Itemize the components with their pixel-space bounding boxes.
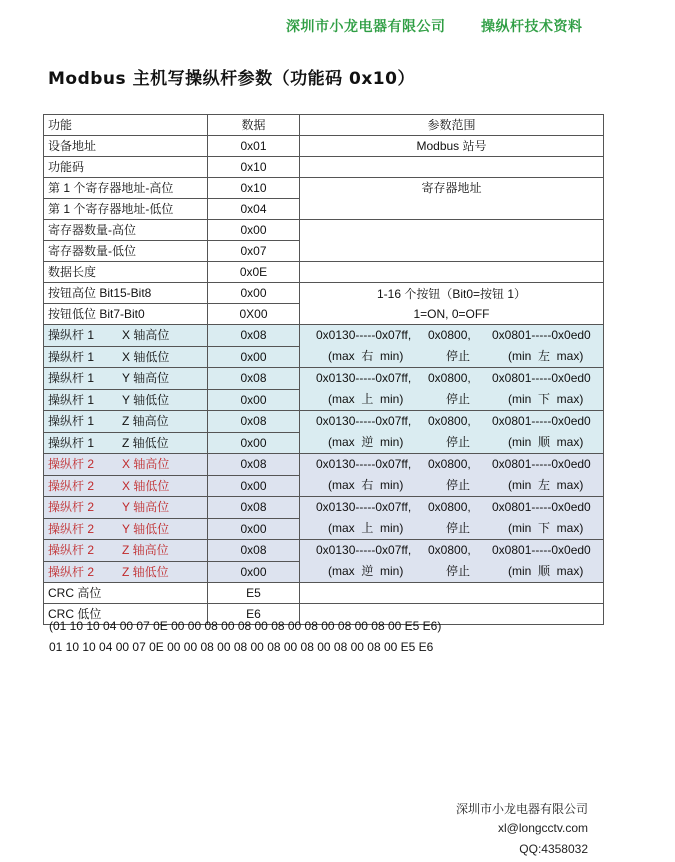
range-axis-y [300,497,604,540]
range-register-addr: 寄存器地址 [300,178,604,220]
joystick-name: 操纵杆 2 [48,521,95,536]
table-row [44,325,604,347]
row-func [44,561,208,583]
row-func [44,346,208,368]
axis-name: X 轴低位 [122,349,170,364]
row-func [44,432,208,454]
range-mid: 0x0800, [428,414,471,428]
range-empty [300,583,604,604]
dir-pos: (min 左 max) [508,349,584,363]
dir-stop: 停止 [446,349,471,363]
range-axis-z [300,411,604,454]
range-max: 0x0801-----0x0ed0 [492,328,591,342]
dir-neg: (max 逆 min) [328,564,404,578]
row-data: 0X00 [208,304,300,325]
joystick-name: 操纵杆 2 [48,543,95,558]
range-mid: 0x0800, [428,371,471,385]
hex-frame-bracketed: (01 10 10 04 00 07 0E 00 00 08 00 08 00 08 00 08 00 08 00 08 00 E5 E6) [49,619,442,633]
range-axis-x [300,325,604,368]
range-mid: 0x0800, [428,457,471,471]
axis-name: Z 轴高位 [122,414,169,429]
table-row [44,157,604,178]
row-data: 0x00 [208,220,300,241]
dir-pos: (min 顺 max) [508,564,584,578]
row-data: 0x0E [208,262,300,283]
row-func: 按钮低位 Bit7-Bit0 [44,304,208,325]
register-table [43,114,604,625]
joystick-name: 操纵杆 1 [48,392,95,407]
dir-pos: (min 左 max) [508,478,584,492]
range-mid: 0x0800, [428,328,471,342]
row-func [44,475,208,497]
range-max: 0x0801-----0x0ed0 [492,543,591,557]
axis-name: Y 轴高位 [122,371,170,386]
axis-name: Z 轴高位 [122,543,169,558]
row-data: 0x00 [208,475,300,497]
range-max: 0x0801-----0x0ed0 [492,414,591,428]
row-func: 数据长度 [44,262,208,283]
row-func [44,411,208,433]
range-min: 0x0130-----0x07ff, [316,371,412,385]
row-data: 0x08 [208,454,300,476]
row-data: 0x08 [208,540,300,562]
range-max: 0x0801-----0x0ed0 [492,500,591,514]
row-data: 0x00 [208,389,300,411]
dir-pos: (min 顺 max) [508,435,584,449]
range-max: 0x0801-----0x0ed0 [492,371,591,385]
row-func [44,497,208,519]
header-company: 深圳市小龙电器有限公司 [286,19,446,35]
row-func: 寄存器数量-高位 [44,220,208,241]
row-func [44,368,208,390]
dir-neg: (max 上 min) [328,521,404,535]
range-min: 0x0130-----0x07ff, [316,543,412,557]
dir-neg: (max 右 min) [328,478,404,492]
dir-neg: (max 逆 min) [328,435,404,449]
range-empty [300,220,604,262]
axis-name: Y 轴高位 [122,500,170,515]
joystick-name: 操纵杆 2 [48,478,95,493]
dir-neg: (max 上 min) [328,392,404,406]
range-empty [300,157,604,178]
joystick-name: 操纵杆 1 [48,328,95,343]
table-row [44,454,604,476]
joystick-name: 操纵杆 2 [48,564,95,579]
dir-pos: (min 下 max) [508,392,584,406]
buttons-desc: 1-16 个按钮（Bit0=按钮 1） [376,286,527,301]
row-data: 0x00 [208,283,300,304]
table-row [44,283,604,304]
row-func [44,518,208,540]
table-row [44,540,604,562]
header-func: 功能 [44,115,208,136]
row-data: 0x00 [208,561,300,583]
range-axis-y [300,368,604,411]
row-func [44,389,208,411]
row-data: 0x10 [208,178,300,199]
buttons-state: 1=ON, 0=OFF [413,306,490,321]
footer-company: 深圳市小龙电器有限公司 [455,802,588,816]
range-buttons [300,283,604,325]
range-mid: 0x0800, [428,500,471,514]
hex-frame: 01 10 10 04 00 07 0E 00 00 08 00 08 00 08 00 08 00 08 00 08 00 E5 E6 [49,640,434,654]
range-axis-z [300,540,604,583]
row-func: 功能码 [44,157,208,178]
axis-name: X 轴低位 [122,478,170,493]
row-data: 0x08 [208,368,300,390]
dir-stop: 停止 [446,478,471,492]
footer-qq: QQ:4358032 [519,842,588,856]
row-func: CRC 高位 [44,583,208,604]
range-max: 0x0801-----0x0ed0 [492,457,591,471]
row-data: 0x07 [208,241,300,262]
row-func: 第 1 个寄存器地址-低位 [44,199,208,220]
range-station: Modbus 站号 [300,136,604,157]
row-data: 0x08 [208,411,300,433]
range-axis-x [300,454,604,497]
row-data: 0x10 [208,157,300,178]
row-data: 0x04 [208,199,300,220]
row-data: E5 [208,583,300,604]
table-row [44,497,604,519]
row-data: E6 [208,604,300,625]
joystick-name: 操纵杆 2 [48,457,95,472]
row-data: 0x01 [208,136,300,157]
row-data: 0x00 [208,432,300,454]
dir-pos: (min 下 max) [508,521,584,535]
axis-name: Z 轴低位 [122,564,169,579]
row-func: 按钮高位 Bit15-Bit8 [44,283,208,304]
joystick-name: 操纵杆 1 [48,349,95,364]
row-func: CRC 低位 [44,604,208,625]
range-min: 0x0130-----0x07ff, [316,328,412,342]
row-data: 0x00 [208,346,300,368]
header-data: 数据 [208,115,300,136]
joystick-name: 操纵杆 1 [48,371,95,386]
table-header-row [44,115,604,136]
row-func [44,454,208,476]
dir-stop: 停止 [446,521,471,535]
row-func: 寄存器数量-低位 [44,241,208,262]
table-row [44,262,604,283]
header-topic: 操纵杆技术资料 [481,19,583,35]
axis-name: Z 轴低位 [122,435,169,450]
axis-name: X 轴高位 [122,328,170,343]
axis-name: Y 轴低位 [122,392,170,407]
row-data: 0x08 [208,497,300,519]
range-min: 0x0130-----0x07ff, [316,457,412,471]
range-min: 0x0130-----0x07ff, [316,414,412,428]
footer-email: xl@longcctv.com [498,821,588,835]
joystick-name: 操纵杆 2 [48,500,95,515]
row-data: 0x08 [208,325,300,347]
axis-name: Y 轴低位 [122,521,170,536]
dir-stop: 停止 [446,564,471,578]
table-row [44,411,604,433]
table-row [44,368,604,390]
dir-stop: 停止 [446,392,471,406]
joystick-name: 操纵杆 1 [48,435,95,450]
joystick-name: 操纵杆 1 [48,414,95,429]
row-func: 设备地址 [44,136,208,157]
page-title: Modbus 主机写操纵杆参数（功能码 0x10） [48,69,415,89]
table-row [44,178,604,199]
row-func [44,540,208,562]
range-mid: 0x0800, [428,543,471,557]
header-range: 参数范围 [300,115,604,136]
range-empty [300,262,604,283]
table-row [44,583,604,604]
range-min: 0x0130-----0x07ff, [316,500,412,514]
row-func [44,325,208,347]
row-func: 第 1 个寄存器地址-高位 [44,178,208,199]
dir-neg: (max 右 min) [328,349,404,363]
table-row [44,136,604,157]
row-data: 0x00 [208,518,300,540]
table-row [44,220,604,241]
axis-name: X 轴高位 [122,457,170,472]
dir-stop: 停止 [446,435,471,449]
